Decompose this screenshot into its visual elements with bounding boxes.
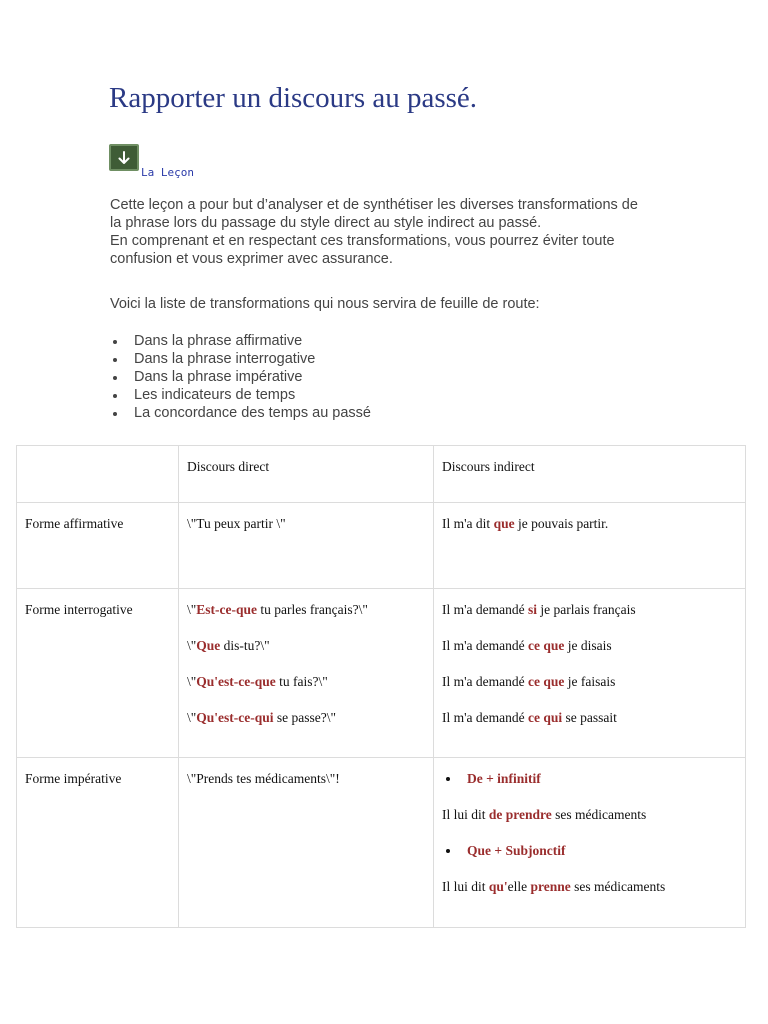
indirect-cell: [434, 589, 746, 758]
highlighted-term: si: [528, 602, 538, 617]
indirect-line: [442, 637, 737, 654]
direct-line: [187, 637, 425, 654]
text-segment: \": [187, 602, 197, 617]
text-segment: elle: [507, 879, 531, 894]
indirect-cell: [434, 503, 746, 589]
highlighted-term: ce que: [528, 638, 565, 653]
text-segment: Il m'a demandé: [442, 674, 529, 689]
text-segment: tu parles français?\": [257, 602, 368, 617]
highlighted-term: Qu'est-ce-qui: [196, 710, 274, 725]
highlighted-term: De + infinitif: [467, 771, 541, 786]
direct-line: [187, 515, 425, 532]
list-item: Dans la phrase interrogative: [110, 350, 371, 368]
indirect-line: [442, 709, 737, 726]
text-segment: je parlais français: [537, 602, 636, 617]
transformations-list: [110, 332, 371, 422]
table-row: [17, 589, 746, 758]
list-item: Dans la phrase affirmative: [110, 332, 371, 350]
indirect-line: [442, 806, 737, 823]
lesson-label[interactable]: La Leçon: [141, 166, 194, 179]
highlighted-term: qu': [488, 879, 508, 894]
indirect-cell: [434, 758, 746, 928]
text-segment: Il lui dit: [442, 807, 489, 822]
direct-line: [187, 770, 425, 787]
highlighted-term: prenne: [530, 879, 571, 894]
text-segment: ses médicaments: [570, 879, 666, 894]
text-segment: \"Prends tes médicaments\"!: [187, 771, 340, 786]
indirect-line: [442, 515, 737, 532]
intro-paragraph: En comprenant et en respectant ces transformations, vous pourrez éviter toute confusion et vous exprimer avec assurance.: [110, 233, 615, 267]
download-arrow-icon[interactable]: [109, 144, 139, 171]
text-segment: \": [187, 674, 197, 689]
page-title: Rapporter un discours au passé.: [109, 82, 478, 114]
text-segment: dis-tu?\": [220, 638, 270, 653]
text-segment: \": [187, 710, 197, 725]
roadmap-sentence: Voici la liste de transformations qui nous servira de feuille de route:: [110, 296, 540, 312]
highlighted-term: Que + Subjonctif: [467, 843, 566, 858]
highlighted-term: Est-ce-que: [196, 602, 258, 617]
direct-line: [187, 709, 425, 726]
discourse-table: [16, 445, 746, 928]
intro-text: [110, 196, 650, 268]
indirect-line: [442, 878, 737, 895]
text-segment: se passait: [562, 710, 617, 725]
highlighted-term: que: [493, 516, 515, 531]
direct-line: [187, 673, 425, 690]
text-segment: \": [187, 638, 197, 653]
intro-paragraph: Cette leçon a pour but d’analyser et de synthétiser les diverses transformations de la phrase lors du passage du style direct au style indirect au passé.: [110, 197, 638, 231]
indirect-line: [442, 770, 737, 787]
text-segment: tu fais?\": [275, 674, 328, 689]
text-segment: Il m'a demandé: [442, 710, 529, 725]
highlighted-term: Qu'est-ce-que: [196, 674, 276, 689]
highlighted-term: ce que: [528, 674, 565, 689]
header-cell-indirect: Discours indirect: [434, 446, 746, 503]
indirect-line: [442, 601, 737, 618]
table-row: [17, 503, 746, 589]
row-label: Forme affirmative: [17, 503, 179, 589]
header-cell-empty: [17, 446, 179, 503]
list-item: Les indicateurs de temps: [110, 386, 371, 404]
highlighted-term: ce qui: [528, 710, 563, 725]
table-row: [17, 758, 746, 928]
header-cell-direct: Discours direct: [179, 446, 434, 503]
text-segment: se passe?\": [273, 710, 337, 725]
table-header-row: [17, 446, 746, 503]
text-segment: je disais: [564, 638, 612, 653]
direct-cell: [179, 503, 434, 589]
direct-cell: [179, 758, 434, 928]
text-segment: ses médicaments: [551, 807, 647, 822]
text-segment: je faisais: [564, 674, 616, 689]
text-segment: je pouvais partir.: [514, 516, 609, 531]
direct-line: [187, 601, 425, 618]
highlighted-term: de prendre: [488, 807, 552, 822]
direct-cell: [179, 589, 434, 758]
text-segment: Il m'a demandé: [442, 638, 529, 653]
highlighted-term: Que: [196, 638, 221, 653]
list-item: Dans la phrase impérative: [110, 368, 371, 386]
list-item: La concordance des temps au passé: [110, 404, 371, 422]
text-segment: \"Tu peux partir \": [187, 516, 286, 531]
text-segment: Il m'a dit: [442, 516, 494, 531]
indirect-line: [442, 673, 737, 690]
text-segment: Il m'a demandé: [442, 602, 529, 617]
indirect-line: [442, 842, 737, 859]
row-label: Forme impérative: [17, 758, 179, 928]
text-segment: Il lui dit: [442, 879, 489, 894]
row-label: Forme interrogative: [17, 589, 179, 758]
